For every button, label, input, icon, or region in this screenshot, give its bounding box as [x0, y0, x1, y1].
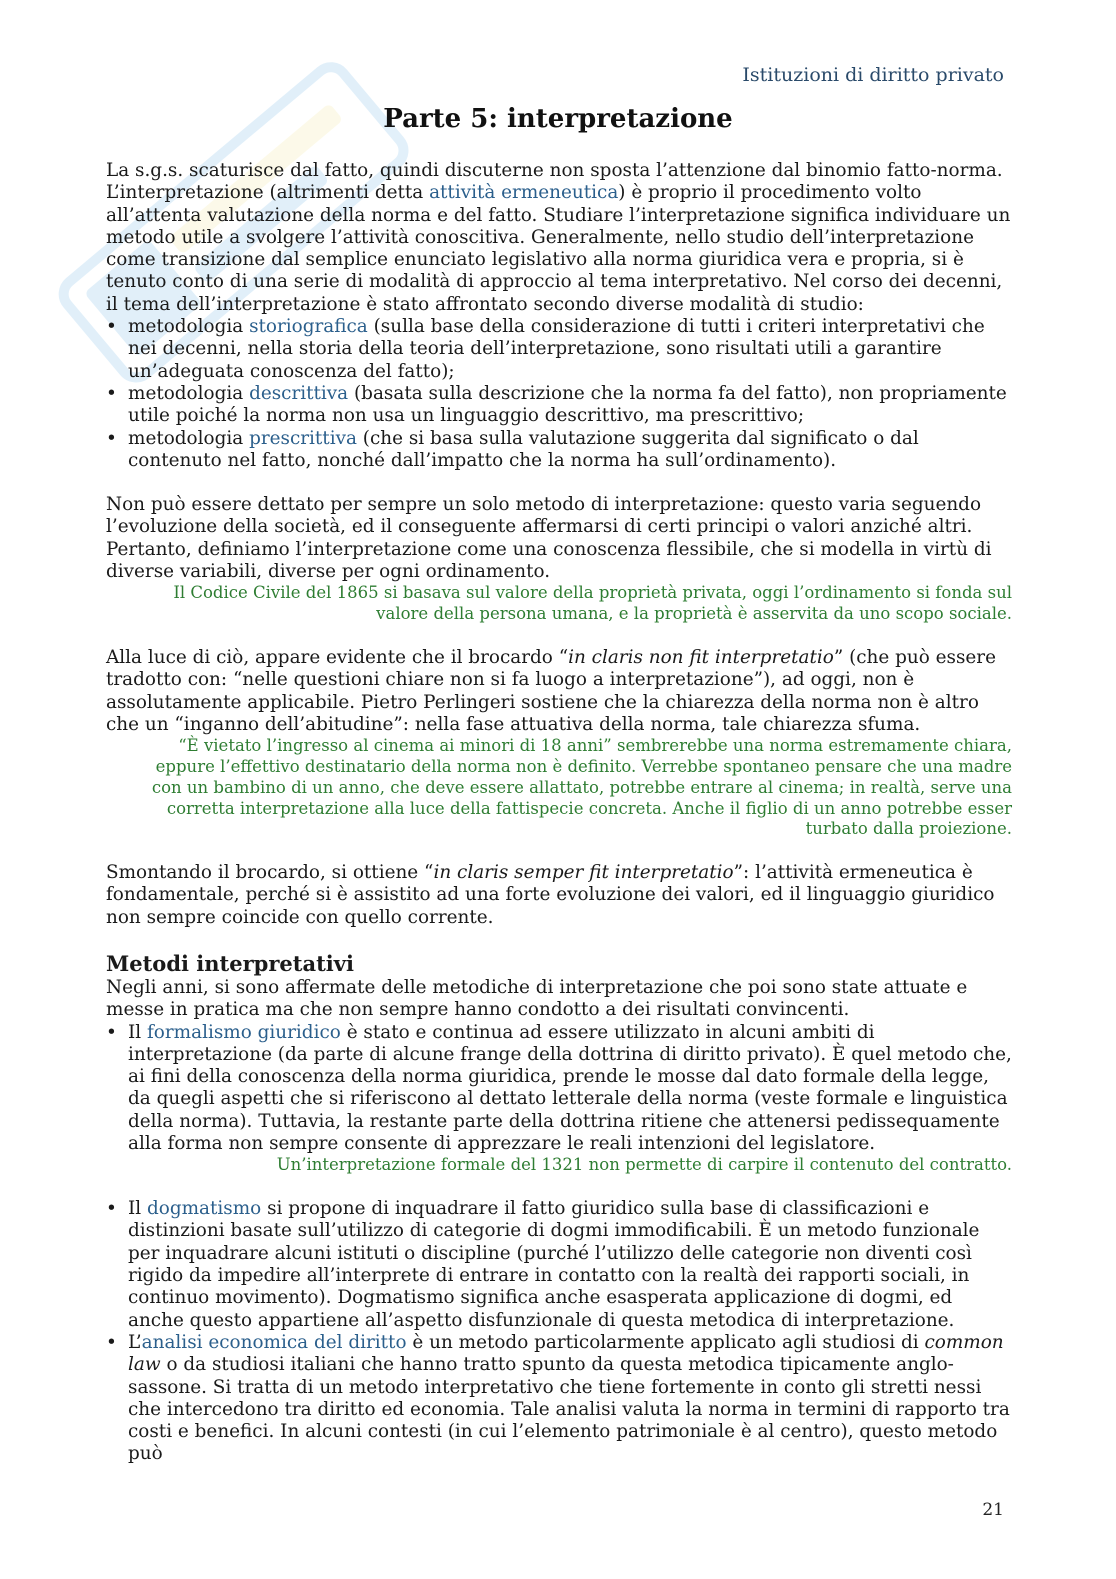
bullet: •: [106, 1021, 117, 1043]
page-number: 21: [982, 1500, 1004, 1520]
paragraph-in-claris-semper-fit: Smontando il brocardo, si ottiene “in claris semper fit interpretatio”: l’attività ermeneutica è fondamentale, perché si è assistito ad una forte evoluzione dei valori, ed il linguaggio giuridico non sempre coincide con quello corrente.: [106, 862, 995, 928]
term-common-law: common law: [128, 1331, 1004, 1376]
bullet: •: [106, 427, 117, 449]
example-codice-civile: Il Codice Civile del 1865 si basava sul valore della proprietà privata, oggi l’ordinamento si fonda sul valore della persona umana, e la proprietà è asservita da uno scopo sociale.: [173, 583, 1012, 624]
keyword-storiografica: storiografica: [249, 316, 368, 338]
page-title: Parte 5: interpretazione: [383, 104, 733, 134]
list-item: • Il formalismo giuridico è stato e continua ad essere utilizzato in alcuni ambiti di interpretazione (da parte di alcune frange della dottrina di diritto privato). È quel metodo che, ai fini della conoscenza della norma giuridica, prende le mosse dal dato formale della legge, da quegli aspetti che si riferiscono al dettato letterale della norma (veste formale e linguistica della norma). Tuttavia, la restante parte della dottrina ritiene che attenersi pedissequamente alla forma non sempre consente di apprezzare le reali intenzioni del legislatore. Un’interpretazione formale del 1321 non permette di carpire il contenuto del contratto.: [106, 1021, 1012, 1175]
list-item: • metodologia descrittiva (basata sulla descrizione che la norma fa del fatto), non propriamente utile poiché la norma non usa un linguaggio descrittivo, ma prescrittivo;: [106, 382, 1007, 427]
list-item: • metodologia prescrittiva (che si basa sulla valutazione suggerita dal significato o dal contenuto nel fatto, nonché dall’impatto che la norma ha sull’ordinamento).: [106, 427, 919, 471]
paragraph-in-claris-non-fit: Alla luce di ciò, appare evidente che il brocardo “in claris non fit interpretatio” (che può essere tradotto con: “nelle questioni chiare non si fa luogo a interpretazione”), ad oggi, non è assolutamente applicabile. Pietro Perlingeri sostiene che la chiarezza della norma non è altro che un “inganno dell’abitudine”: nella fase attuativa della norma, tale chiarezza sfuma.: [106, 646, 996, 735]
keyword-descrittiva: descrittiva: [249, 382, 349, 404]
paragraph-interpretazione-flessibile: Non può essere dettato per sempre un solo metodo di interpretazione: questo varia seguendo l’evoluzione della società, ed il conseguente affermarsi di certi principi o valori anziché altri. Pertanto, definiamo l’interpretazione come una conoscenza flessibile, che si modella in virtù di diverse variabili, diverse per ogni ordinamento.: [106, 494, 992, 583]
running-header: Istituzioni di diritto privato: [742, 64, 1004, 86]
keyword-analisi-economica-del-diritto: analisi economica del diritto: [141, 1331, 407, 1353]
methods-list-continued: [106, 1198, 1012, 1466]
keyword-prescrittiva: prescrittiva: [249, 427, 357, 449]
bullet: •: [106, 1198, 117, 1220]
list-item: • Il dogmatismo si propone di inquadrare il fatto giuridico sulla base di classificazioni e distinzioni basate sull’utilizzo di categorie di dogmi immodificabili. È un metodo funzionale per inquadrare alcuni istituti o discipline (purché l’utilizzo delle categorie non diventi così rigido da impedire all’interprete di entrare in contatto con la realtà dei rapporti sociali, in continuo movimento). Dogmatismo significa anche esasperata applicazione di dogmi, ed anche questo appartiene all’aspetto disfunzionale di questa metodica di interpretazione.: [106, 1198, 980, 1331]
keyword-formalismo-giuridico: formalismo giuridico: [147, 1021, 341, 1043]
example-1321: Un’interpretazione formale del 1321 non permette di carpire il contenuto del contratto.: [276, 1155, 1012, 1175]
page-content: [106, 160, 1012, 1466]
keyword-attivita-ermeneutica: attività ermeneutica: [429, 182, 619, 204]
bullet: •: [106, 316, 117, 338]
list-item: • metodologia storiografica (sulla base della considerazione di tutti i criteri interpretativi che nei decenni, nella storia della teoria dell’interpretazione, sono risultati utili a garantire un’adeguata conoscenza del fatto);: [106, 316, 985, 382]
example-cinema: “È vietato l’ingresso al cinema ai minori di 18 anni” sembrerebbe una norma estremamente chiara, eppure l’effettivo destinatario della norma non è definito. Verrebbe spontaneo pensare che una madre con un bambino di un anno, che deve essere allattato, potrebbe entrare al cinema; in realtà, serve una corretta interpretazione alla luce della fattispecie concreta. Anche il figlio di un anno potrebbe esser turbato dalla proiezione.: [151, 736, 1012, 839]
intro-paragraph: La s.g.s. scaturisce dal fatto, quindi discuterne non sposta l’attenzione dal binomio fatto-norma. L’interpretazione (altrimenti detta attività ermeneutica) è proprio il procedimento volto all’attenta valutazione della norma e del fatto. Studiare l’interpretazione significa individuare un metodo utile a svolgere l’attività conoscitiva. Generalmente, nello studio dell’interpretazione come transizione dal semplice enunciato legislativo alla norma giuridica vera e propria, si è tenuto conto di una serie di modalità di approccio al tema interpretativo. Nel corso dei decenni, il tema dell’interpretazione è stato affrontato secondo diverse modalità di studio:: [106, 160, 1011, 315]
latin-brocardo: in claris semper fit interpretatio: [433, 862, 734, 884]
methods-list: [106, 1022, 1012, 1177]
section-title: Metodi interpretativi: [106, 951, 354, 976]
list-item: • L’analisi economica del diritto è un metodo particolarmente applicato agli studiosi di common law o da studiosi italiani che hanno tratto spunto da questa metodica tipicamente anglo-sassone. Si tratta di un metodo interpretativo che tiene fortemente in conto gli stretti nessi che intercedono tra diritto ed economia. Tale analisi valuta la norma in termini di rapporto tra costi e benefici. In alcuni contesti (in cui l’elemento patrimoniale è al centro), questo metodo può: [106, 1331, 1010, 1465]
bullet: •: [106, 1331, 117, 1353]
section-intro: Negli anni, si sono affermate delle metodiche di interpretazione che poi sono state attuate e messe in pratica ma che non sempre hanno condotto a dei risultati convincenti.: [106, 977, 968, 1021]
bullet: •: [106, 382, 117, 404]
keyword-dogmatismo: dogmatismo: [147, 1198, 262, 1220]
methodologies-list: [106, 316, 1012, 472]
latin-brocardo: in claris non fit interpretatio: [568, 646, 834, 668]
